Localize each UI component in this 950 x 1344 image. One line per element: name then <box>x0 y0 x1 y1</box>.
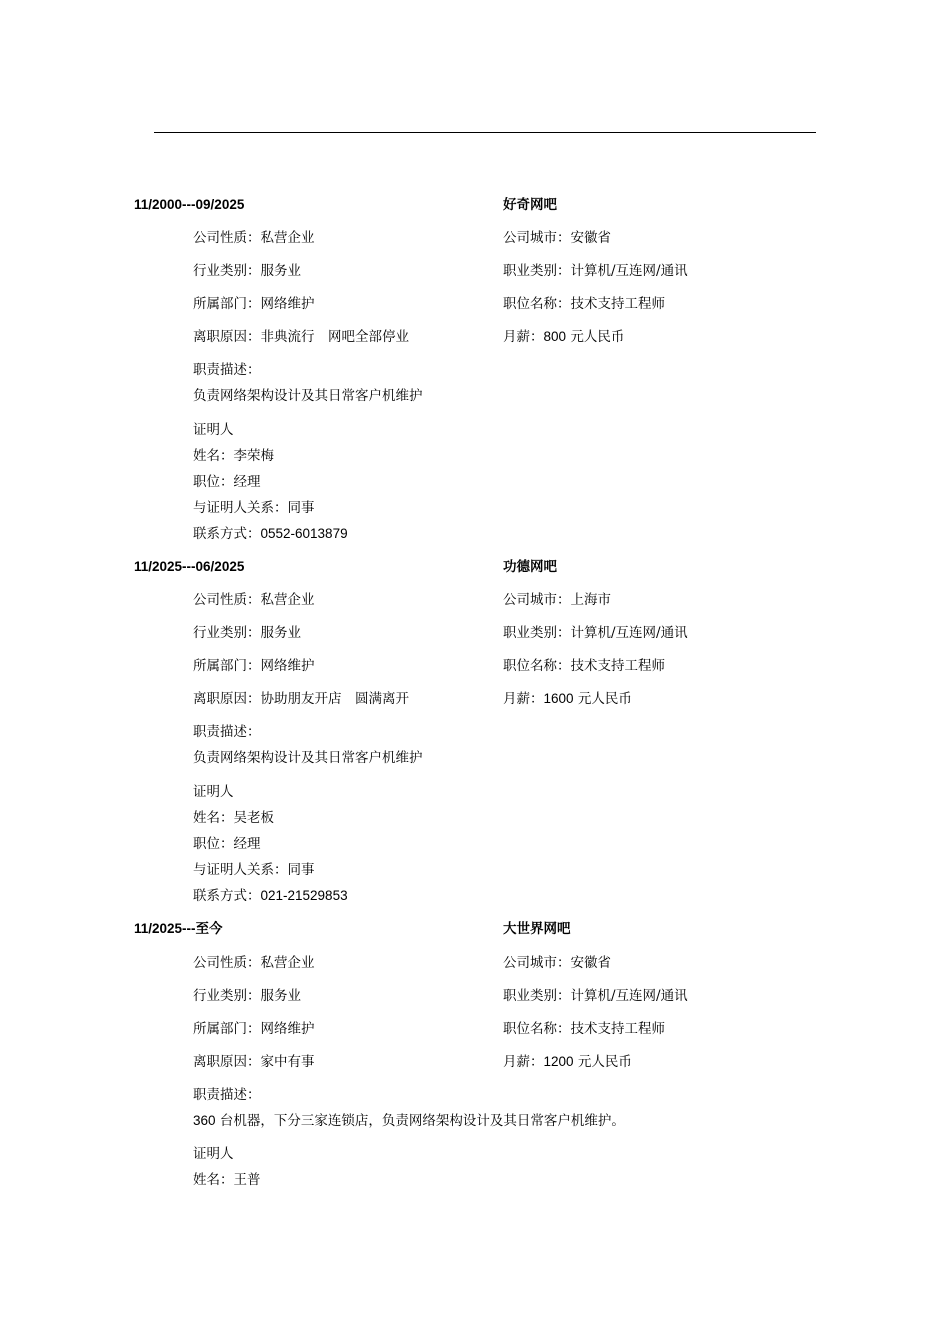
duty-text-rest: 台机器，下分三家连锁店，负责网络架构设计及其日常客户机维护。 <box>215 1113 625 1129</box>
duty-label: 职责描述： <box>193 724 261 740</box>
duty-text <box>193 1112 625 1130</box>
company-nature: 公司性质：私营企业 <box>193 955 315 971</box>
job-category: 职业类别：计算机/互连网/通讯 <box>503 988 688 1004</box>
reference-name: 姓名：王普 <box>193 1172 261 1188</box>
contact-label: 联系方式： <box>193 526 261 542</box>
reference-relation: 与证明人关系：同事 <box>193 500 315 516</box>
top-divider <box>154 132 816 133</box>
duty-text: 负责网络架构设计及其日常客户机维护 <box>193 388 423 404</box>
industry-category: 行业类别：服务业 <box>193 988 301 1004</box>
duty-text: 负责网络架构设计及其日常客户机维护 <box>193 750 423 766</box>
reference-name: 姓名：吴老板 <box>193 810 274 826</box>
salary-label: 月薪： <box>503 691 544 707</box>
salary-value: 1600 <box>543 691 574 706</box>
contact-value: 021-21529853 <box>260 888 348 903</box>
duty-label: 职责描述： <box>193 1087 261 1103</box>
position-title: 职位名称：技术支持工程师 <box>503 658 665 674</box>
leave-reason: 离职原因：非典流行 网吧全部停业 <box>193 329 409 345</box>
monthly-salary <box>503 690 632 708</box>
reference-label: 证明人 <box>193 422 234 438</box>
company-city: 公司城市：安徽省 <box>503 955 611 971</box>
job-category: 职业类别：计算机/互连网/通讯 <box>503 625 688 641</box>
entry-period: 11/2025---06/2025 <box>134 559 245 574</box>
reference-label: 证明人 <box>193 784 234 800</box>
contact-value: 0552-6013879 <box>260 526 348 541</box>
duty-text-number: 360 <box>193 1113 216 1128</box>
entry-company: 功德网吧 <box>503 559 557 574</box>
salary-label: 月薪： <box>503 1054 544 1070</box>
entry-company: 好奇网吧 <box>503 197 557 212</box>
monthly-salary <box>503 328 624 346</box>
reference-relation: 与证明人关系：同事 <box>193 862 315 878</box>
reference-name: 姓名：李荣梅 <box>193 448 274 464</box>
industry-category: 行业类别：服务业 <box>193 625 301 641</box>
salary-label: 月薪： <box>503 329 544 345</box>
reference-title: 职位：经理 <box>193 836 261 852</box>
company-nature: 公司性质：私营企业 <box>193 230 315 246</box>
salary-unit: 元人民币 <box>573 691 632 707</box>
entry-period: 11/2025---至今 <box>134 921 223 936</box>
duty-label: 职责描述： <box>193 362 261 378</box>
reference-contact <box>193 525 348 543</box>
department: 所属部门：网络维护 <box>193 296 315 312</box>
department: 所属部门：网络维护 <box>193 658 315 674</box>
reference-label: 证明人 <box>193 1146 234 1162</box>
entry-company: 大世界网吧 <box>503 921 571 936</box>
monthly-salary <box>503 1053 632 1071</box>
industry-category: 行业类别：服务业 <box>193 263 301 279</box>
salary-unit: 元人民币 <box>573 1054 632 1070</box>
department: 所属部门：网络维护 <box>193 1021 315 1037</box>
job-category: 职业类别：计算机/互连网/通讯 <box>503 263 688 279</box>
reference-title: 职位：经理 <box>193 474 261 490</box>
entry-period: 11/2000---09/2025 <box>134 197 245 212</box>
company-city: 公司城市：安徽省 <box>503 230 611 246</box>
leave-reason: 离职原因：协助朋友开店 圆满离开 <box>193 691 409 707</box>
reference-contact <box>193 887 348 905</box>
company-nature: 公司性质：私营企业 <box>193 592 315 608</box>
position-title: 职位名称：技术支持工程师 <box>503 296 665 312</box>
contact-label: 联系方式： <box>193 888 261 904</box>
position-title: 职位名称：技术支持工程师 <box>503 1021 665 1037</box>
company-city: 公司城市：上海市 <box>503 592 611 608</box>
salary-unit: 元人民币 <box>566 329 625 345</box>
salary-value: 1200 <box>543 1054 574 1069</box>
leave-reason: 离职原因：家中有事 <box>193 1054 315 1070</box>
salary-value: 800 <box>543 329 567 344</box>
